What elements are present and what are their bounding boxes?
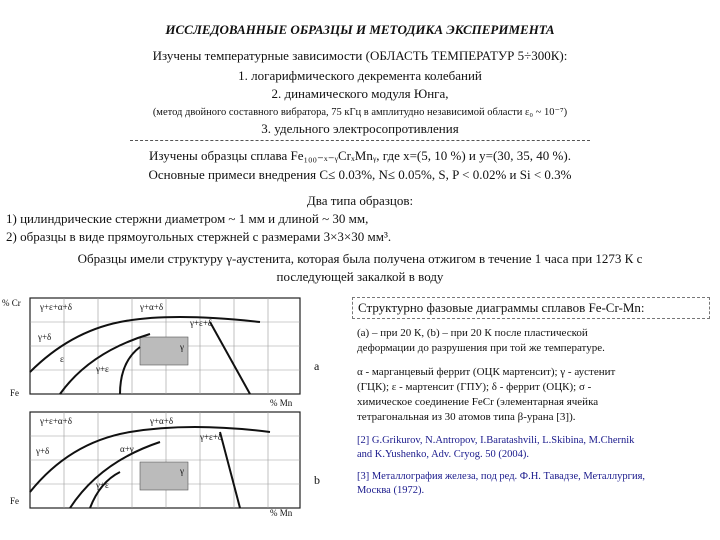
intro-item-2: 2. динамического модуля Юнга, — [271, 86, 449, 101]
caption-heading: Структурно фазовые диаграммы сплавов Fe-Cr-Mn: — [358, 300, 645, 315]
diagram-a-label: a — [314, 359, 320, 373]
sample-type-2: 2) образцы в виде прямоугольных стержней с размерами 3×3×30 мм³. — [6, 229, 392, 244]
intro-item-3: 3. удельного электросопротивления — [261, 121, 459, 136]
divider — [130, 140, 590, 141]
phase-label: ε — [60, 354, 64, 364]
reference-line: Москва (1972). — [357, 485, 425, 496]
legend-line: тетрагональная из 30 атомов типа β-урана [3]). — [357, 411, 576, 423]
phase-label: γ+δ — [38, 332, 52, 342]
structure-line-2: последующей закалкой в воду — [276, 269, 444, 284]
intro-line: Изучены температурные зависимости (ОБЛАСТЬ ТЕМПЕРАТУР 5÷300К): — [152, 48, 568, 63]
phase-label: γ+α+δ — [150, 416, 174, 426]
axis-fe-label: Fe — [10, 388, 19, 398]
axis-mn-label: % Mn — [270, 508, 293, 518]
legend-line: (ГЦК); ε - мартенсит (ГПУ); δ - феррит (ОЦК); σ - — [357, 381, 592, 393]
phase-label: γ+ε — [96, 480, 109, 490]
phase-label: γ+ε+δ — [200, 432, 223, 442]
legend-line: химическое соединение FeCr (элементарная ячейка — [357, 396, 599, 408]
phase-label: γ+ε — [96, 364, 109, 374]
reference-line: [2] G.Grikurov, N.Antropov, I.Baratashvili, L.Skibina, M.Chernik — [357, 435, 635, 446]
legend-line: α - марганцевый феррит (ОЦК мартенсит); γ - аустенит — [357, 366, 616, 378]
axis-mn-label: % Mn — [270, 398, 293, 408]
diagram-a — [2, 298, 300, 408]
structure-line-1: Образцы имели структуру γ-аустенита, которая была получена отжигом в течение 1 часа при 1273 К с — [77, 251, 643, 266]
phase-label: γ+ε+α+δ — [40, 416, 72, 426]
phase-diagrams — [0, 292, 350, 518]
phase-label: γ — [180, 466, 184, 476]
diagram-b-label: b — [314, 473, 320, 487]
reference-line: [3] Металлография железа, под ред. Ф.Н. Тавадзе, Металлургия, — [357, 471, 646, 482]
phase-label: γ+ε+α+δ — [40, 302, 72, 312]
reference-3 — [357, 470, 709, 498]
phase-label: γ — [180, 342, 184, 352]
axis-cr-label: % Cr — [2, 298, 21, 308]
phase-label: γ+α+δ — [140, 302, 164, 312]
caption-desc-line: (а) – при 20 К, (b) – при 20 К после пластической — [357, 327, 588, 339]
phase-label: α+γ — [120, 444, 134, 454]
method-note: (метод двойного составного вибратора, 75 кГц в амплитудно независимой области ε₀ ~ 10⁻⁷) — [152, 107, 568, 118]
samples-heading: Два типа образцов: — [306, 193, 414, 208]
phase-legend — [357, 365, 707, 425]
caption-description — [357, 326, 707, 356]
phase-label: γ+ε+δ — [190, 318, 213, 328]
diagram-b — [10, 412, 300, 518]
caption-desc-line: деформации до разрушения при той же температуре. — [357, 342, 605, 354]
phase-label: γ+δ — [36, 446, 50, 456]
alloy-line-2: Основные примеси внедрения C≤ 0.03%, N≤ 0.05%, S, P < 0.02% и Si < 0.3% — [148, 167, 572, 182]
sample-type-1: 1) цилиндрические стержни диаметром ~ 1 мм и длиной ~ 30 мм, — [6, 211, 369, 226]
alloy-line-1: Изучены образцы сплава Fe₁₀₀₋ₓ₋ᵧCrₓMnᵧ, где x=(5, 10 %) и y=(30, 35, 40 %). — [149, 148, 571, 163]
reference-2 — [357, 434, 709, 462]
axis-fe-label: Fe — [10, 496, 19, 506]
page-title: ИССЛЕДОВАННЫЕ ОБРАЗЦЫ И МЕТОДИКА ЭКСПЕРИМЕНТА — [165, 22, 555, 37]
reference-line: and K.Yushenko, Adv. Cryog. 50 (2004). — [357, 449, 529, 460]
intro-item-1: 1. логарифмического декремента колебаний — [238, 68, 482, 83]
